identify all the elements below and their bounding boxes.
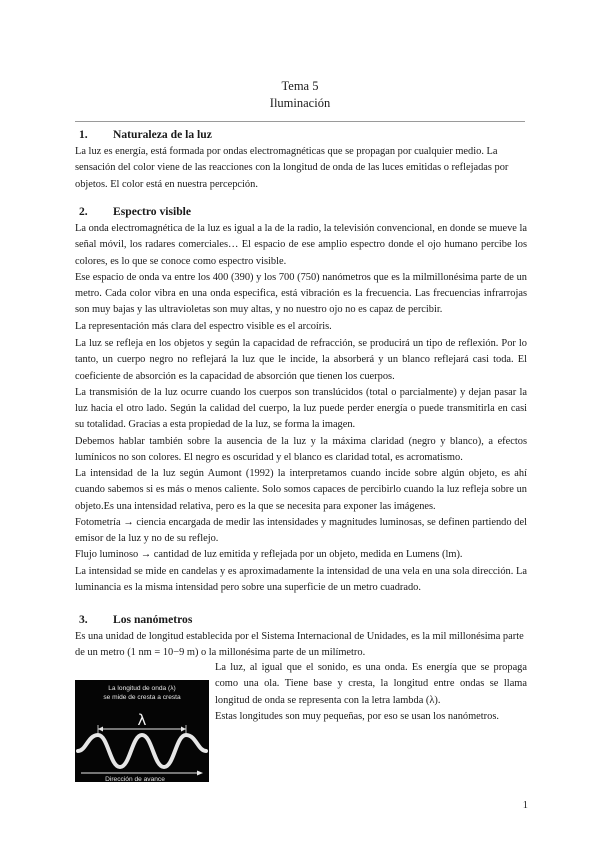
figure-caption-bottom: Dirección de avance <box>105 776 165 782</box>
page-number: 1 <box>522 800 528 811</box>
arrow-right-icon <box>181 727 186 732</box>
section-title: Naturaleza de la luz <box>113 128 212 141</box>
paragraph-text: Ese espacio de onda va entre los 400 (390) y los 700 (750) nanómetros que es la milmillonésima parte de un metro. Cada color vibra en una onda especifica, está vibración es la frecuencia. Las frecuencias infrarrojas son muy bajas y las ultravioletas son muy altas, y no nuestro ojo no es capaz de percibir. <box>75 271 527 316</box>
paragraph-text: Debemos hablar también sobre la ausencia de la luz y la máxima claridad (negro y blanco), a efectos lumínicos no son colores. El negro es oscuridad y el blanco es claridad total, es acromatismo. <box>75 435 527 464</box>
section-3-side-text <box>215 660 527 725</box>
paragraph-text: Flujo luminoso → cantidad de luz emitida y reflejada por un objeto, medida en Lumens (lm). <box>75 549 463 561</box>
figure-caption-top: se mide de cresta a cresta <box>103 694 181 701</box>
section-heading-naturaleza <box>75 128 212 141</box>
paragraph-text: Fotometría → ciencia encargada de medir las intensidades y magnitudes luminosas, se definen partiendo del emisor de la luz y no de su reflejo. <box>75 516 527 545</box>
title-divider <box>75 121 525 122</box>
wavelength-diagram <box>75 680 209 782</box>
wave-icon <box>78 735 206 767</box>
paragraph-text: Es una unidad de longitud establecida por el Sistema Internacional de Unidades, es la mil millonésima parte de un metro (1 nm = 10−9 m) o la millonésima parte de un milímetro. <box>75 631 524 659</box>
section-2-block-b <box>75 336 527 466</box>
paragraph-text: La intensidad de la luz según Aumont (1992) la interpretamos cuando incide sobre algún objeto, es ahí cuando sabemos si es más o menos caliente. Solo somos capaces de percibirlo cuando la luz refleja sobre un objeto.Es una intensidad relativa, pero es la que se necesita para exponer las imágenes. <box>75 468 527 512</box>
section-heading-espectro <box>75 205 191 218</box>
section-title: Los nanómetros <box>113 613 193 626</box>
arrow-right-icon <box>197 771 203 776</box>
paragraph-text: Estas longitudes son muy pequeñas, por eso se usan los nanómetros. <box>215 710 499 722</box>
paragraph-text: La luz es energía, está formada por ondas electromagnéticas que se propagan por cualquier medio. La sensación del color viene de las reacciones con la longitud de onda de las luces emitidas o reflejadas por objetos. El color está en nuestra percepción. <box>75 146 509 190</box>
lambda-symbol: λ <box>137 711 147 729</box>
paragraph-text: La representación más clara del espectro visible es el arcoíris. <box>75 320 332 332</box>
figure-caption-top: La longitud de onda (λ) <box>108 685 176 692</box>
topic-number: Tema 5 <box>281 79 319 93</box>
section-3-intro <box>75 629 527 662</box>
section-2-block-a <box>75 221 527 335</box>
section-heading-nanometros <box>75 613 192 626</box>
paragraph-text: La luz se refleja en los objetos y según la capacidad de refracción, se producirá un tipo de reflexión. Por lo tanto, un cuerpo negro no reflejará la luz que le incide, la absorberá y un blanco reflejará casi toda. El coeficiente de absorción es la capacidad de absorción que tienen los cuerpos. <box>75 338 527 382</box>
section-number: 3. <box>79 613 88 626</box>
wavelength-figure <box>75 680 209 782</box>
arrow-left-icon <box>98 727 103 732</box>
section-title: Espectro visible <box>113 205 192 218</box>
section-number: 2. <box>79 205 88 218</box>
paragraph-text: La onda electromagnética de la luz es igual a la de la radio, la televisión convencional, en donde se mueve la señal móvil, los radares comerciales… El espacio de ese amplio espectro donde el ojo humano percibe los colores, es lo que se conoce como espectro visible. <box>75 223 527 267</box>
paragraph-text: La luz, al igual que el sonido, es una onda. Es energía que se propaga como una ola. Tiene base y cresta, la longitud entre ondas se llama longitud de onda se representa con la letra lambda (λ). <box>215 662 527 706</box>
document-title: Iluminación <box>269 96 331 110</box>
paragraph-text: La intensidad se mide en candelas y es aproximadamente la intensidad de una vela en una sola dirección. La luminancia es la misma intensidad pero sobre una superficie de un metro cuadrado. <box>75 565 527 594</box>
paragraph-text: La transmisión de la luz ocurre cuando los cuerpos son translúcidos (total o parcialmente) y dejan pasar la luz hacia el otro lado. Según la calidad del cuerpo, la luz puede perder energía o puede transmitirla en casi su totalidad. Gracias a esta propiedad de la luz, se forma la imagen. <box>75 386 527 431</box>
section-1-paragraph <box>75 144 527 193</box>
section-number: 1. <box>79 128 88 141</box>
section-2-block-c <box>75 466 527 596</box>
